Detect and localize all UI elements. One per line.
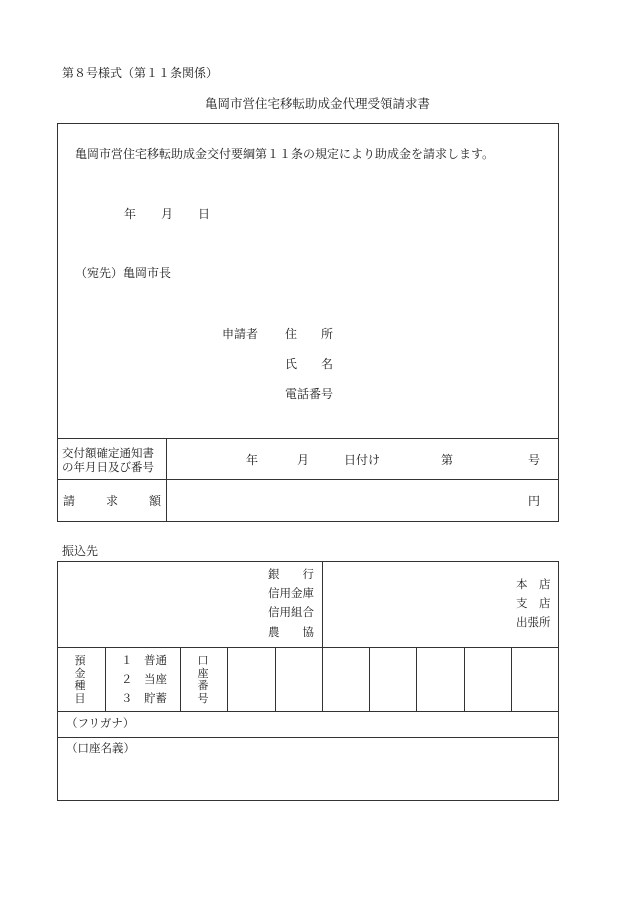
- name-label-char1: 氏: [285, 357, 298, 371]
- address-label-char2: 所: [321, 327, 334, 341]
- date-year-label: 年: [124, 207, 137, 221]
- address-label-char1: 住: [285, 327, 298, 341]
- claim-label-char1: 請: [63, 494, 76, 508]
- institution-nokyo: 農 協: [268, 625, 314, 639]
- claim-label-char3: 額: [149, 494, 162, 508]
- divider-claim-top: [57, 479, 559, 480]
- institution-kumiai: 信用組合: [268, 605, 314, 619]
- transfer-label: 振込先: [62, 544, 99, 558]
- phone-label: 電話番号: [285, 387, 334, 401]
- request-statement: 亀岡市営住宅移転助成金交付要綱第１１条の規定により助成金を請求します。: [75, 147, 495, 161]
- addressee: （宛先）亀岡市長: [75, 266, 172, 280]
- account-digit-divider: [275, 647, 276, 711]
- furigana-label: （フリガナ）: [66, 716, 135, 730]
- institution-bank: 銀 行: [268, 567, 314, 581]
- claim-label-char2: 求: [106, 494, 119, 508]
- deposit-type-label: 預金種目: [74, 654, 86, 705]
- date-day-label: 日: [198, 207, 211, 221]
- account-col-divider: [227, 647, 228, 711]
- notice-dai-label: 第: [441, 453, 454, 467]
- account-col-divider: [105, 647, 106, 711]
- branch-shiten: 支 店: [516, 596, 551, 610]
- branch-honten: 本 店: [516, 577, 551, 591]
- account-col-divider: [180, 647, 181, 711]
- branch-shucchojo: 出張所: [516, 615, 551, 629]
- account-digit-divider: [464, 647, 465, 711]
- divider-label-column: [166, 438, 167, 522]
- divider-furigana-bottom: [57, 737, 559, 738]
- form-title: 亀岡市営住宅移転助成金代理受領請求書: [205, 96, 431, 111]
- deposit-type-chochiku: ３ 貯蓄: [121, 691, 167, 705]
- institution-shinkin: 信用金庫: [268, 586, 314, 600]
- account-number-label: 口座番号: [197, 654, 209, 705]
- account-digit-divider: [416, 647, 417, 711]
- notice-label-line2: の年月日及び番号: [62, 460, 154, 474]
- name-label-char2: 名: [321, 357, 334, 371]
- account-digit-divider: [322, 647, 323, 711]
- divider-notice-top: [57, 438, 559, 439]
- notice-dated-label: 日付け: [344, 453, 381, 467]
- applicant-label: 申請者: [222, 327, 259, 341]
- notice-month-label: 月: [297, 453, 310, 467]
- account-digit-divider: [369, 647, 370, 711]
- form-number: 第８号様式（第１１条関係）: [62, 66, 219, 80]
- account-digit-divider: [511, 647, 512, 711]
- deposit-type-toza: ２ 当座: [121, 672, 167, 686]
- divider-bank-branch: [322, 561, 323, 648]
- divider-bank-bottom: [57, 647, 559, 648]
- date-month-label: 月: [161, 207, 174, 221]
- divider-account-bottom: [57, 711, 559, 712]
- claim-yen-label: 円: [528, 494, 541, 508]
- notice-go-label: 号: [528, 453, 541, 467]
- account-name-label: （口座名義）: [66, 741, 135, 755]
- notice-year-label: 年: [246, 453, 259, 467]
- notice-label-line1: 交付額確定通知書: [62, 446, 154, 460]
- deposit-type-futsu: １ 普通: [121, 653, 167, 667]
